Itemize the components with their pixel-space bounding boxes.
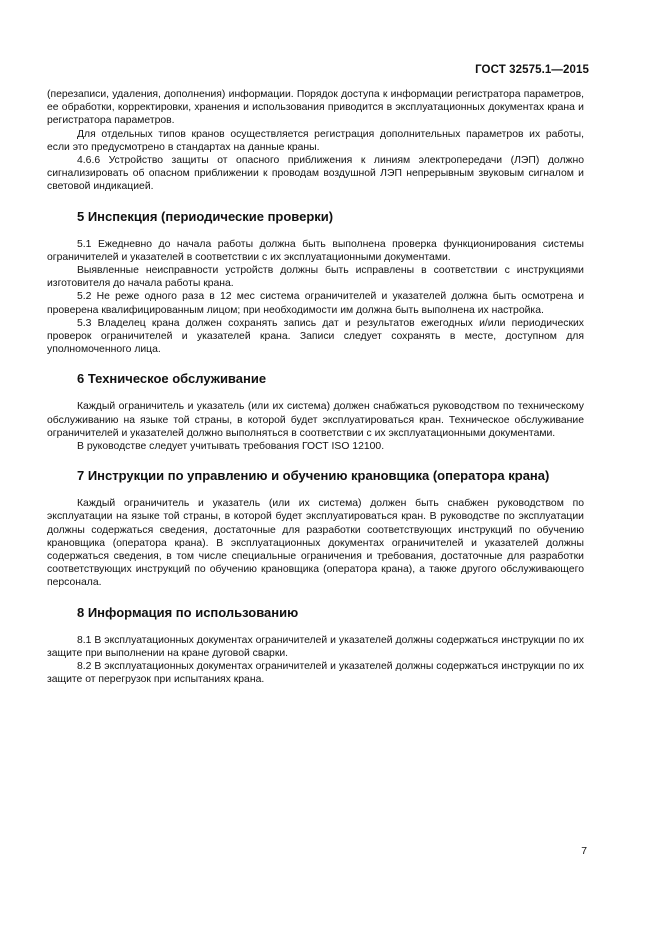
paragraph: 5.1 Ежедневно до начала работы должна быть выполнена проверка функционирования системы ограничителей и указателей в соответствии с их эксплуатационными документами. <box>47 238 584 263</box>
section-heading-7: 7 Инструкции по управлению и обучению крановщика (оператора крана) <box>77 468 550 484</box>
section-heading-6: 6 Техническое обслуживание <box>77 371 267 387</box>
paragraph: 5.2 Не реже одного раза в 12 мес система ограничителей и указателей должна быть осмотрена и проверена квалифицированным лицом; при необходимости им должна быть выполнена их настройка. <box>47 291 584 316</box>
paragraph: В руководстве следует учитывать требования ГОСТ ISO 12100. <box>77 441 385 453</box>
paragraph: Каждый ограничитель и указатель (или их система) должен снабжаться руководством по техническому обслуживанию на языке той страны, в которой будет эксплуатироваться кран. Техническое обслуживание ограничителей и указателей должно выполняться в соответствии с их эксплуатационными документами. <box>47 401 584 439</box>
paragraph: 5.3 Владелец крана должен сохранять запись дат и результатов ежегодных и/или периодических проверок ограничителей и указателей крана. Записи следует сохранять в месте, доступном для уполномоченного лица. <box>47 317 584 356</box>
document-number-header: ГОСТ 32575.1—2015 <box>475 64 589 76</box>
paragraph: Для отдельных типов кранов осуществляется регистрация дополнительных параметров их работы, если это предусмотрено в стандартах на данные краны. <box>47 128 584 153</box>
paragraph: (перезаписи, удаления, дополнения) информации. Порядок доступа к информации регистратора параметров, ее обработки, корректировки, хранения и использования приводится в эксплуатационных документах крана и регистратора параметров. <box>47 89 584 127</box>
paragraph: 8.2 В эксплуатационных документах ограничителей и указателей должны содержаться инструкции по их защите от перегрузок при испытаниях крана. <box>47 661 584 686</box>
section-heading-8: 8 Информация по использованию <box>77 604 299 620</box>
paragraph: Каждый ограничитель и указатель (или их система) должен быть снабжен руководством по эксплуатации на языке той страны, в которой будет эксплуатироваться кран. В руководстве по эксплуатации должны содержаться сведения, достаточные для разработки соответствующих инструкций по обучению крановщика (оператора крана). В эксплуатационных документах ограничителей и указателей должны содержаться сведения, в том числе специальные ограничения и требования, достаточные для разработки соответствующих инструкций по обучению крановщика (оператора крана), а также другого обслуживающего персонала. <box>47 498 584 589</box>
paragraph: 8.1 В эксплуатационных документах ограничителей и указателей должны содержаться инструкции по их защите при выполнении на кране дуговой сварки. <box>47 634 584 659</box>
paragraph: Выявленные неисправности устройств должны быть исправлены в соответствии с инструкциями изготовителя до начала работы крана. <box>47 265 584 290</box>
page-number: 7 <box>581 846 587 857</box>
paragraph: 4.6.6 Устройство защиты от опасного приближения к линиям электропередачи (ЛЭП) должно сигнализировать об опасном приближении к проводам воздушной ЛЭП непрерывным звуковым сигналом и световой индикацией. <box>47 155 584 193</box>
section-heading-5: 5 Инспекция (периодические проверки) <box>77 208 334 224</box>
document-body <box>47 88 584 687</box>
